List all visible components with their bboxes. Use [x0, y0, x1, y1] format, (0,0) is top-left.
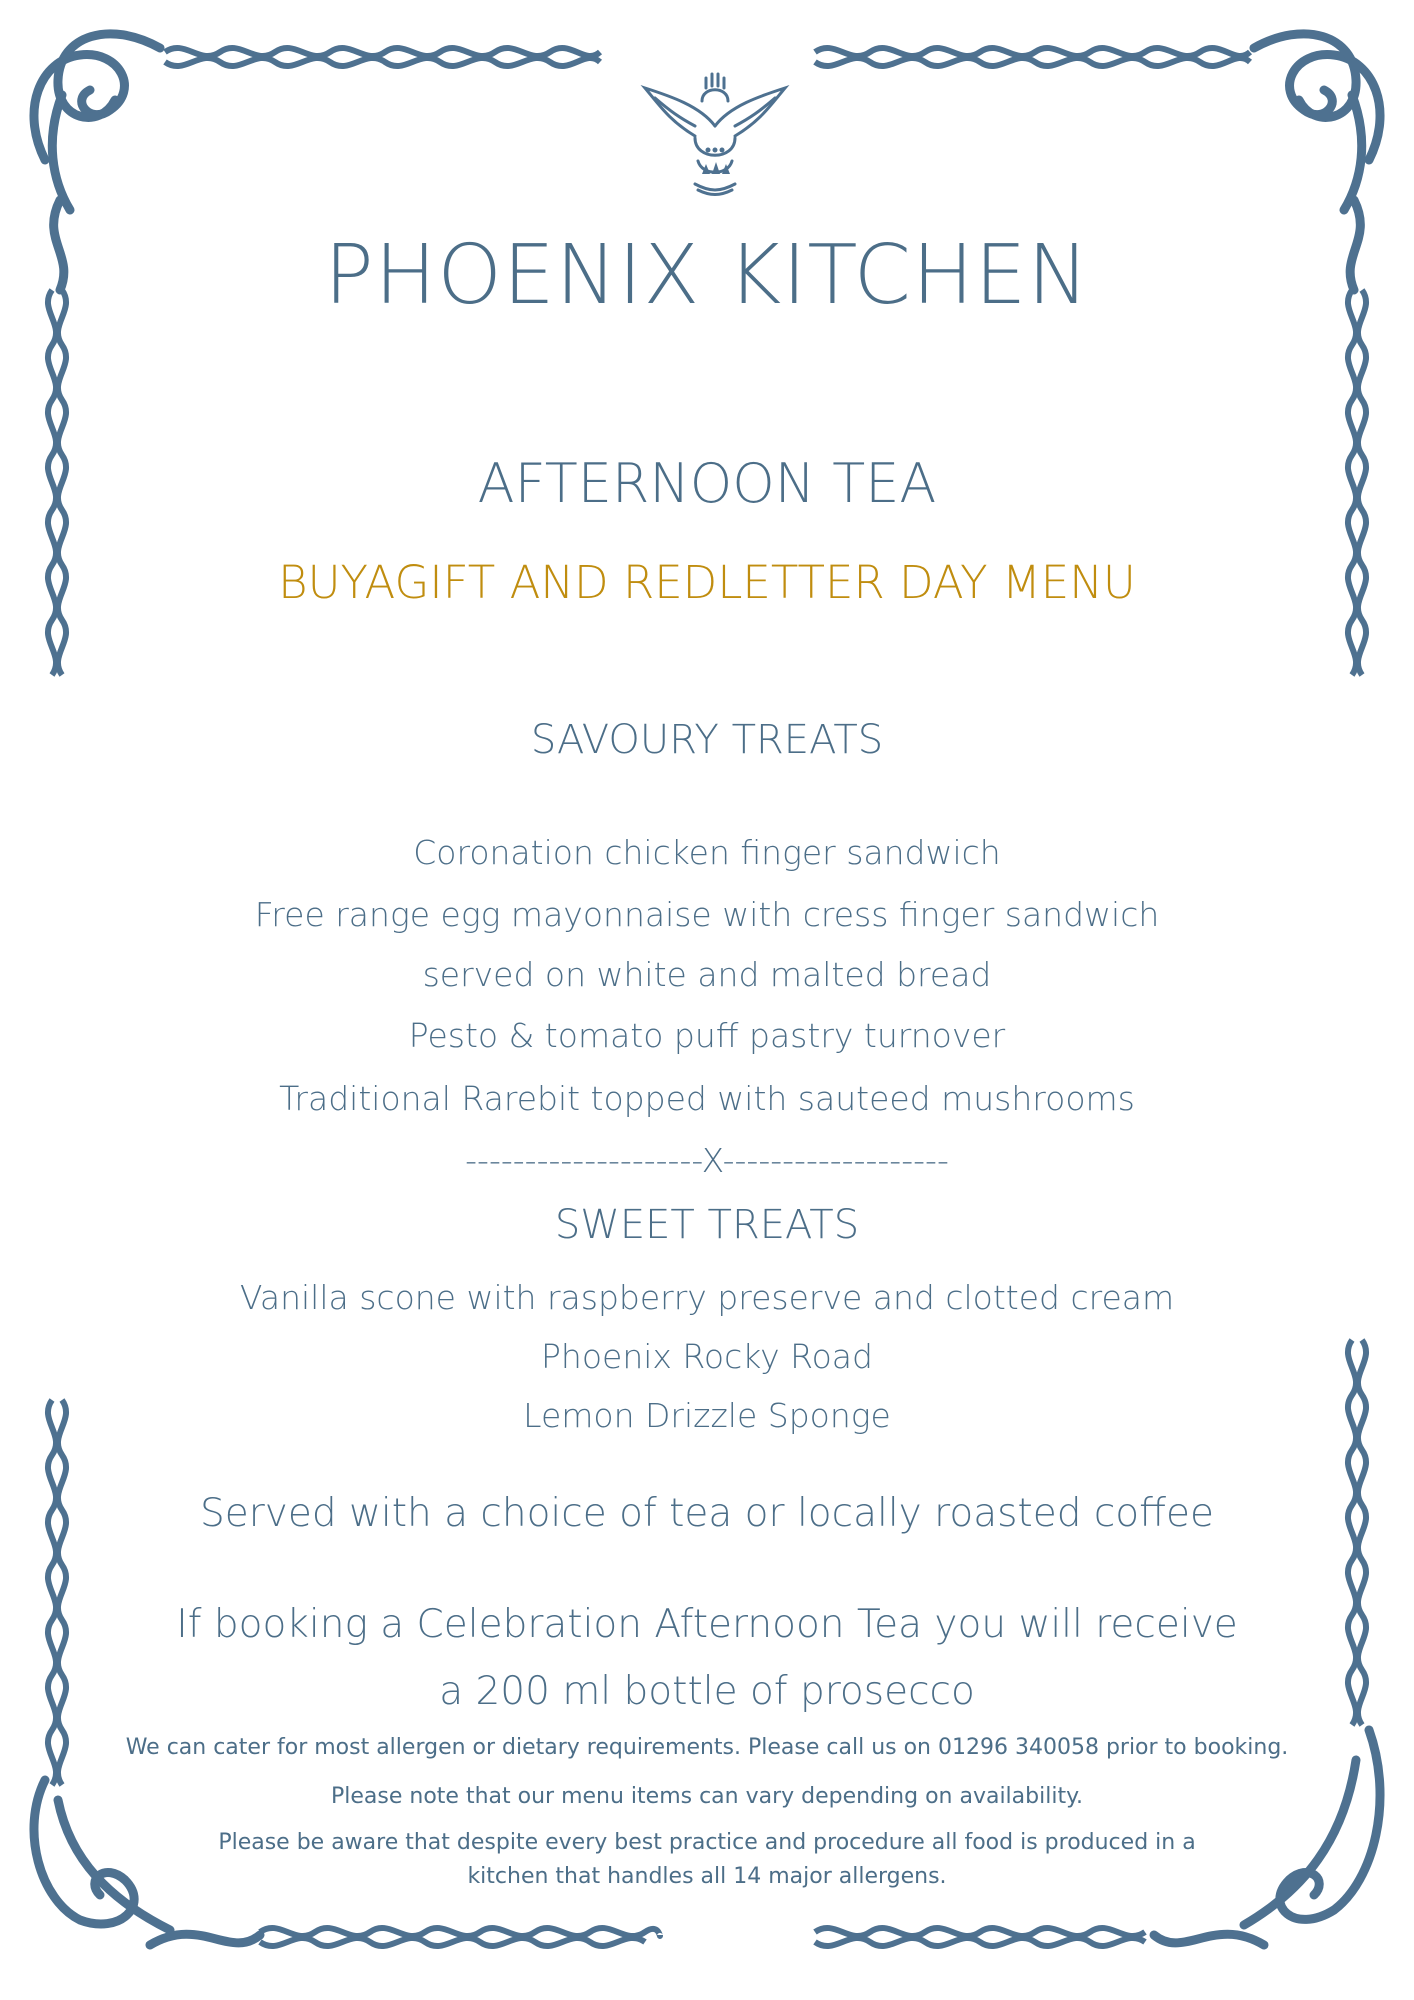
savoury-item: served on white and malted bread [422, 955, 992, 994]
border-bottom-left-chain [260, 1928, 660, 1946]
border-top-left-chain [165, 48, 600, 66]
savoury-item: Free range egg mayonnaise with cress finger sandwich [254, 895, 1160, 934]
sweet-heading: SWEET TREATS [554, 1202, 860, 1248]
border-left-bottom-chain [48, 1400, 66, 1785]
border-top-right-chain [815, 48, 1250, 66]
allergen-warning-line-1: Please be aware that despite every best practice and procedure all food is produced in a [218, 1830, 1196, 1855]
celebration-line-1: If booking a Celebration Afternoon Tea you will receive [176, 1602, 1238, 1647]
section-separator: --------------------X------------------- [465, 1141, 949, 1180]
savoury-heading: SAVOURY TREATS [530, 717, 884, 763]
menu-subtitle: BUYAGIFT AND REDLETTER DAY MENU [278, 556, 1136, 609]
phoenix-crest-icon [640, 66, 790, 198]
menu-title: AFTERNOON TEA [477, 452, 937, 515]
savoury-item: Coronation chicken finger sandwich [413, 833, 1001, 872]
allergen-warning-line-2: kitchen that handles all 14 major allergens. [467, 1864, 947, 1889]
sweet-item: Lemon Drizzle Sponge [523, 1396, 891, 1435]
celebration-line-2: a 200 ml bottle of prosecco [439, 1669, 975, 1714]
border-bottom-right-chain [815, 1928, 1145, 1946]
served-with-note: Served with a choice of tea or locally roasted coffee [199, 1491, 1215, 1536]
allergen-note: We can cater for most allergen or dietary requirements. Please call us on 01296 340058 prior to booking. [125, 1735, 1289, 1760]
availability-note: Please note that our menu items can vary depending on availability. [331, 1784, 1083, 1809]
savoury-item: Traditional Rarebit topped with sauteed mushrooms [279, 1079, 1135, 1118]
brand-title: PHOENIX KITCHEN [324, 228, 1090, 323]
sweet-item: Phoenix Rocky Road [541, 1337, 873, 1376]
savoury-item: Pesto & tomato puff pastry turnover [408, 1016, 1006, 1055]
sweet-item: Vanilla scone with raspberry preserve and clotted cream [239, 1278, 1175, 1317]
